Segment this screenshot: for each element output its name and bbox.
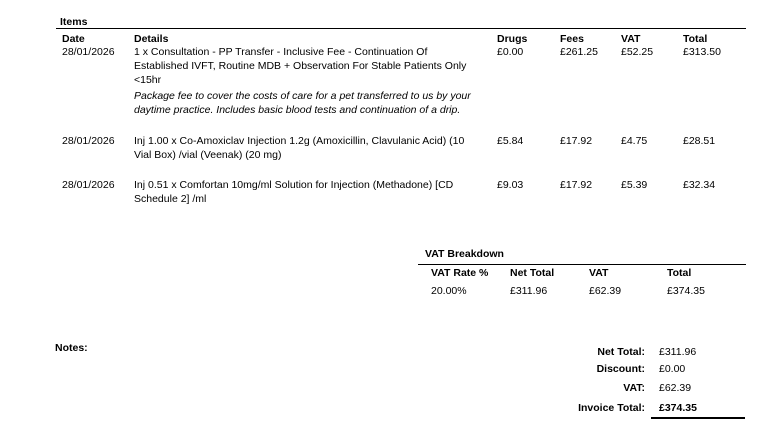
- notes-label: Notes:: [55, 342, 88, 354]
- row-details: Inj 1.00 x Co-Amoxiclav Injection 1.2g (Amoxicillin, Clavulanic Acid) (10 Vial Box) /vial (Veenak) (20 mg): [134, 135, 465, 161]
- vat-net-header: Net Total: [510, 267, 555, 279]
- items-heading: Items: [60, 16, 88, 28]
- col-details-header: Details: [134, 33, 169, 45]
- vat-breakdown-heading: VAT Breakdown: [425, 248, 504, 260]
- row-fees: £17.92: [560, 135, 593, 147]
- discount-value: £0.00: [659, 363, 686, 375]
- row-total: £32.34: [683, 179, 716, 191]
- row-date: 28/01/2026: [62, 135, 115, 147]
- row-note: Package fee to cover the costs of care for a pet transferred to us by your daytime practice. Includes basic blood tests and continuation of a drip.: [134, 90, 471, 116]
- row-details: Inj 0.51 x Comfortan 10mg/ml Solution for Injection (Methadone) [CD Schedule 2] /ml: [134, 179, 454, 205]
- invoice-total-label: Invoice Total:: [578, 402, 645, 414]
- col-total-header: Total: [683, 33, 708, 45]
- row-vat: £5.39: [621, 179, 648, 191]
- row-vat: £4.75: [621, 135, 648, 147]
- row-details: 1 x Consultation - PP Transfer - Inclusive Fee - Continuation Of Established IVFT, Routine MDB + Observation For Stable Patients Only <15hr: [134, 46, 467, 86]
- row-total: £313.50: [683, 46, 721, 58]
- row-total: £28.51: [683, 135, 716, 147]
- vat-breakdown-rule: [418, 264, 746, 265]
- invoice-total-underline: [651, 417, 745, 419]
- col-fees-header: Fees: [560, 33, 584, 45]
- vat-vat-header: VAT: [589, 267, 609, 279]
- row-drugs: £9.03: [497, 179, 524, 191]
- row-vat: £52.25: [621, 46, 654, 58]
- row-drugs: £0.00: [497, 46, 524, 58]
- col-date-header: Date: [62, 33, 85, 45]
- vat-rate-value: 20.00%: [431, 285, 467, 297]
- net-total-value: £311.96: [659, 346, 697, 358]
- discount-label: Discount:: [596, 363, 645, 375]
- vat-total-header: Total: [667, 267, 692, 279]
- vat-vat-value: £62.39: [589, 285, 622, 297]
- items-top-rule: [56, 28, 746, 29]
- row-fees: £17.92: [560, 179, 593, 191]
- net-total-label: Net Total:: [597, 346, 645, 358]
- row-date: 28/01/2026: [62, 179, 115, 191]
- row-fees: £261.25: [560, 46, 598, 58]
- vat-total-label: VAT:: [623, 382, 645, 394]
- row-date: 28/01/2026: [62, 46, 115, 58]
- vat-total-value-summary: £62.39: [659, 382, 692, 394]
- col-drugs-header: Drugs: [497, 33, 528, 45]
- vat-net-value: £311.96: [510, 285, 548, 297]
- row-drugs: £5.84: [497, 135, 524, 147]
- vat-rate-header: VAT Rate %: [431, 267, 489, 279]
- col-vat-header: VAT: [621, 33, 641, 45]
- vat-total-value: £374.35: [667, 285, 705, 297]
- invoice-total-value: £374.35: [659, 402, 697, 414]
